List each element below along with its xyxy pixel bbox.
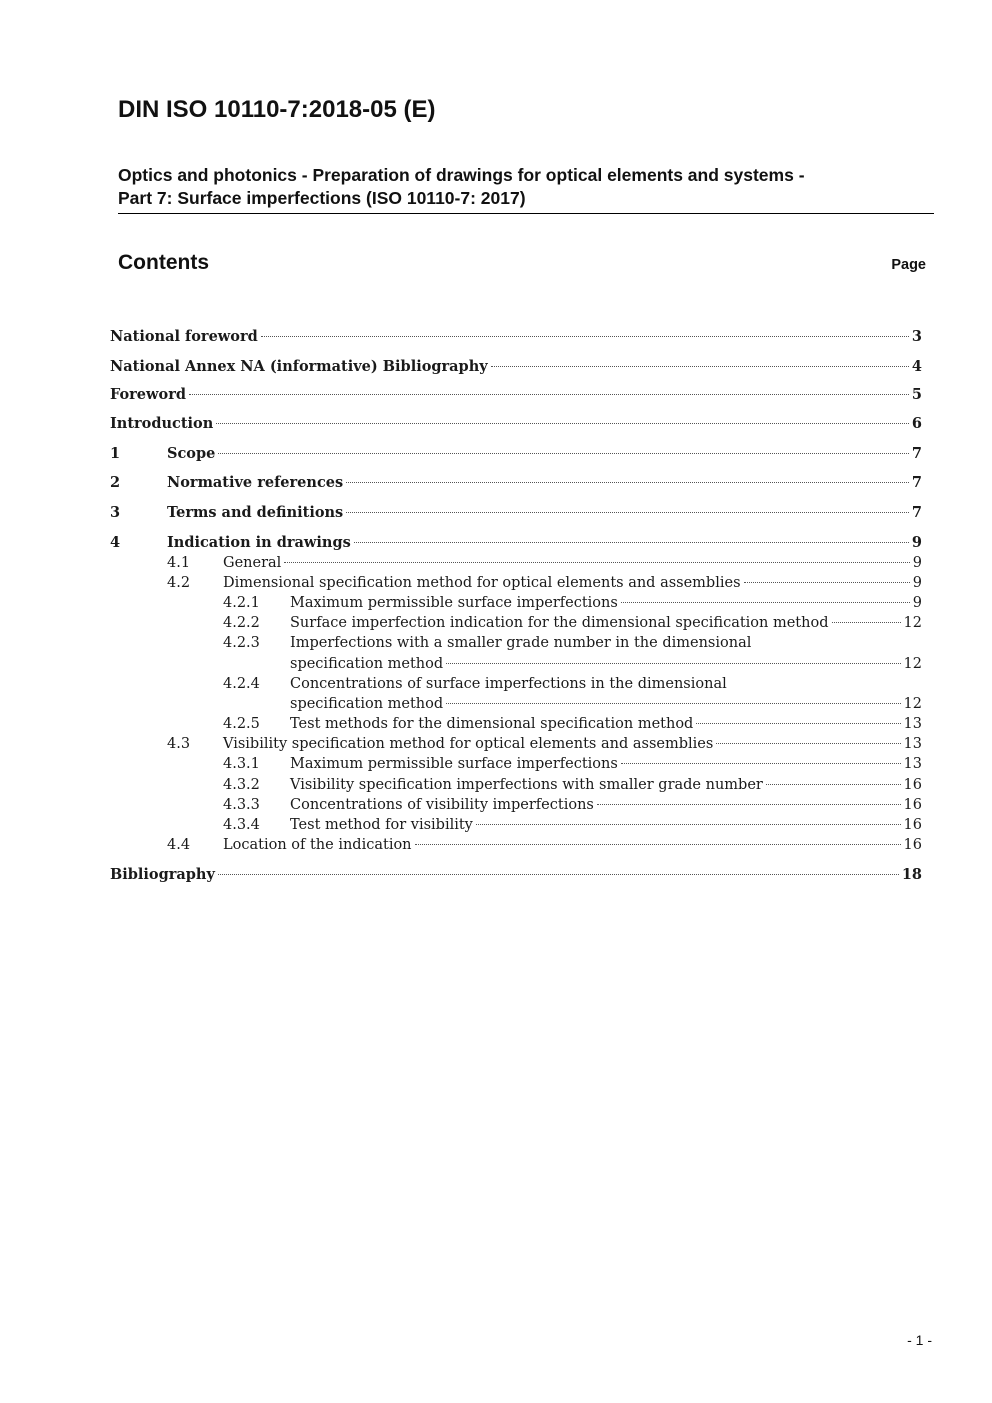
toc-entry-number: 4.2.3 — [223, 635, 260, 651]
toc-entry-number: 4 — [110, 534, 121, 551]
toc-entry[interactable] — [0, 815, 992, 835]
toc-entry[interactable] — [0, 714, 992, 734]
toc-entry-page: 9 — [911, 534, 922, 551]
toc-entry-title: National foreword — [110, 328, 258, 345]
toc-entry-title: Test method for visibility — [290, 817, 473, 833]
toc-entry-title: Location of the indication — [223, 837, 412, 853]
toc-entry[interactable] — [0, 613, 992, 633]
toc-entry-title: Surface imperfection indication for the dimensional specification method — [290, 615, 829, 631]
toc-entry-title: Introduction — [110, 415, 214, 432]
toc-entry[interactable] — [0, 835, 992, 855]
toc-entry[interactable] — [0, 734, 992, 754]
toc-entry-page: 9 — [912, 575, 922, 591]
toc-entry-page: 3 — [911, 328, 922, 345]
toc-entry[interactable] — [0, 754, 992, 774]
toc-entry-number: 4.4 — [167, 837, 191, 853]
toc-entry[interactable] — [0, 553, 992, 573]
toc-entry-page: 9 — [912, 595, 922, 611]
toc-entry-title: Bibliography — [110, 866, 215, 883]
toc-entry-number: 3 — [110, 504, 121, 521]
dot-leader — [696, 723, 900, 724]
toc-entry[interactable] — [0, 593, 992, 613]
dot-leader — [346, 512, 909, 513]
dot-leader — [346, 482, 909, 483]
toc-entry-page: 6 — [911, 415, 922, 432]
dot-leader — [744, 582, 910, 583]
dot-leader — [218, 874, 899, 875]
toc-entry-number: 4.2 — [167, 575, 191, 591]
toc-entry-title: General — [223, 555, 282, 571]
toc-entry-title: Test methods for the dimensional specification method — [290, 716, 694, 732]
toc-entry-title: Concentrations of visibility imperfections — [290, 797, 594, 813]
toc-entry-title: Visibility specification method for optical elements and assemblies — [223, 736, 714, 752]
toc-entry[interactable] — [0, 385, 992, 405]
toc-entry-number: 4.3.3 — [223, 797, 260, 813]
toc-entry[interactable] — [0, 795, 992, 815]
toc-entry-number: 2 — [110, 474, 121, 491]
toc-entry-title: Foreword — [110, 386, 186, 403]
page-column-label: Page — [891, 257, 926, 273]
toc-entry-page: 16 — [903, 797, 922, 813]
dot-leader — [446, 663, 900, 664]
document-title: DIN ISO 10110-7:2018-05 (E) — [118, 96, 436, 123]
dot-leader — [621, 763, 901, 764]
toc-entry[interactable] — [0, 503, 992, 523]
toc-entry-page: 18 — [901, 866, 922, 883]
toc-entry-title: Terms and definitions — [167, 504, 344, 521]
dot-leader — [446, 703, 900, 704]
toc-entry-page: 16 — [903, 817, 922, 833]
toc-entry-number: 1 — [110, 445, 121, 462]
subtitle-line-2: Part 7: Surface imperfections (ISO 10110-7: 2017) — [118, 188, 526, 208]
toc-entry-number: 4.2.5 — [223, 716, 260, 732]
dot-leader — [218, 453, 909, 454]
toc-entry[interactable] — [0, 865, 992, 885]
toc-entry-page: 13 — [903, 736, 922, 752]
dot-leader — [354, 542, 909, 543]
toc-entry-number: 4.3.1 — [223, 756, 260, 772]
toc-entry-number: 4.3.2 — [223, 777, 260, 793]
toc-entry-page: 13 — [903, 716, 922, 732]
toc-entry-title: Maximum permissible surface imperfections — [290, 595, 618, 611]
toc-entry-title: Normative references — [167, 474, 344, 491]
toc-entry-title: Visibility specification imperfections with smaller grade number — [290, 777, 763, 793]
toc-entry-continuation-line[interactable] — [0, 694, 992, 714]
footer-page-number: - 1 - — [907, 1332, 932, 1348]
dot-leader — [832, 622, 901, 623]
toc-entry[interactable] — [0, 533, 992, 553]
dot-leader — [261, 336, 909, 337]
dot-leader — [621, 602, 910, 603]
toc-entry[interactable] — [0, 414, 992, 434]
dot-leader — [189, 394, 909, 395]
toc-entry-title: Imperfections with a smaller grade number in the dimensional — [290, 635, 752, 651]
toc-entry-continuation-line[interactable] — [0, 654, 992, 674]
toc-entry-title: Scope — [167, 445, 216, 462]
toc-entry-title: Dimensional specification method for optical elements and assemblies — [223, 575, 741, 591]
toc-entry[interactable] — [0, 573, 992, 593]
toc-entry[interactable] — [0, 327, 992, 347]
subtitle-line-1: Optics and photonics - Preparation of drawings for optical elements and systems - — [118, 165, 805, 185]
toc-entry-number: 4.2.2 — [223, 615, 260, 631]
toc-entry-page: 7 — [911, 445, 922, 462]
toc-entry-title-continuation: specification method — [290, 696, 444, 712]
dot-leader — [716, 743, 900, 744]
toc-entry[interactable] — [0, 674, 992, 694]
toc-entry-title: Maximum permissible surface imperfections — [290, 756, 618, 772]
toc-entry-page: 16 — [903, 777, 922, 793]
toc-entry-number: 4.1 — [167, 555, 191, 571]
toc-entry[interactable] — [0, 775, 992, 795]
toc-entry-title: Indication in drawings — [167, 534, 351, 551]
dot-leader — [491, 366, 909, 367]
toc-entry-title: National Annex NA (informative) Bibliography — [110, 358, 488, 375]
dot-leader — [415, 844, 901, 845]
toc-entry-number: 4.3 — [167, 736, 191, 752]
toc-entry[interactable] — [0, 357, 992, 377]
dot-leader — [216, 423, 909, 424]
dot-leader — [284, 562, 909, 563]
dot-leader — [476, 824, 901, 825]
toc-entry[interactable] — [0, 473, 992, 493]
toc-entry-number: 4.2.1 — [223, 595, 260, 611]
toc-entry-page: 13 — [903, 756, 922, 772]
toc-entry[interactable] — [0, 444, 992, 464]
toc-entry-page: 16 — [903, 837, 922, 853]
contents-heading: Contents — [118, 251, 209, 274]
toc-entry-page: 4 — [911, 358, 922, 375]
toc-entry-page: 7 — [911, 474, 922, 491]
toc-entry-page: 12 — [903, 696, 922, 712]
toc-entry-number: 4.3.4 — [223, 817, 260, 833]
toc-entry-page: 5 — [911, 386, 922, 403]
toc-entry-title-continuation: specification method — [290, 656, 444, 672]
toc-entry-page: 12 — [903, 656, 922, 672]
toc-entry[interactable] — [0, 633, 992, 653]
toc-entry-page: 12 — [903, 615, 922, 631]
dot-leader — [766, 784, 901, 785]
toc-entry-page: 9 — [912, 555, 922, 571]
toc-entry-number: 4.2.4 — [223, 676, 260, 692]
dot-leader — [597, 804, 901, 805]
toc-entry-page: 7 — [911, 504, 922, 521]
toc-entry-title: Concentrations of surface imperfections in the dimensional — [290, 676, 727, 692]
